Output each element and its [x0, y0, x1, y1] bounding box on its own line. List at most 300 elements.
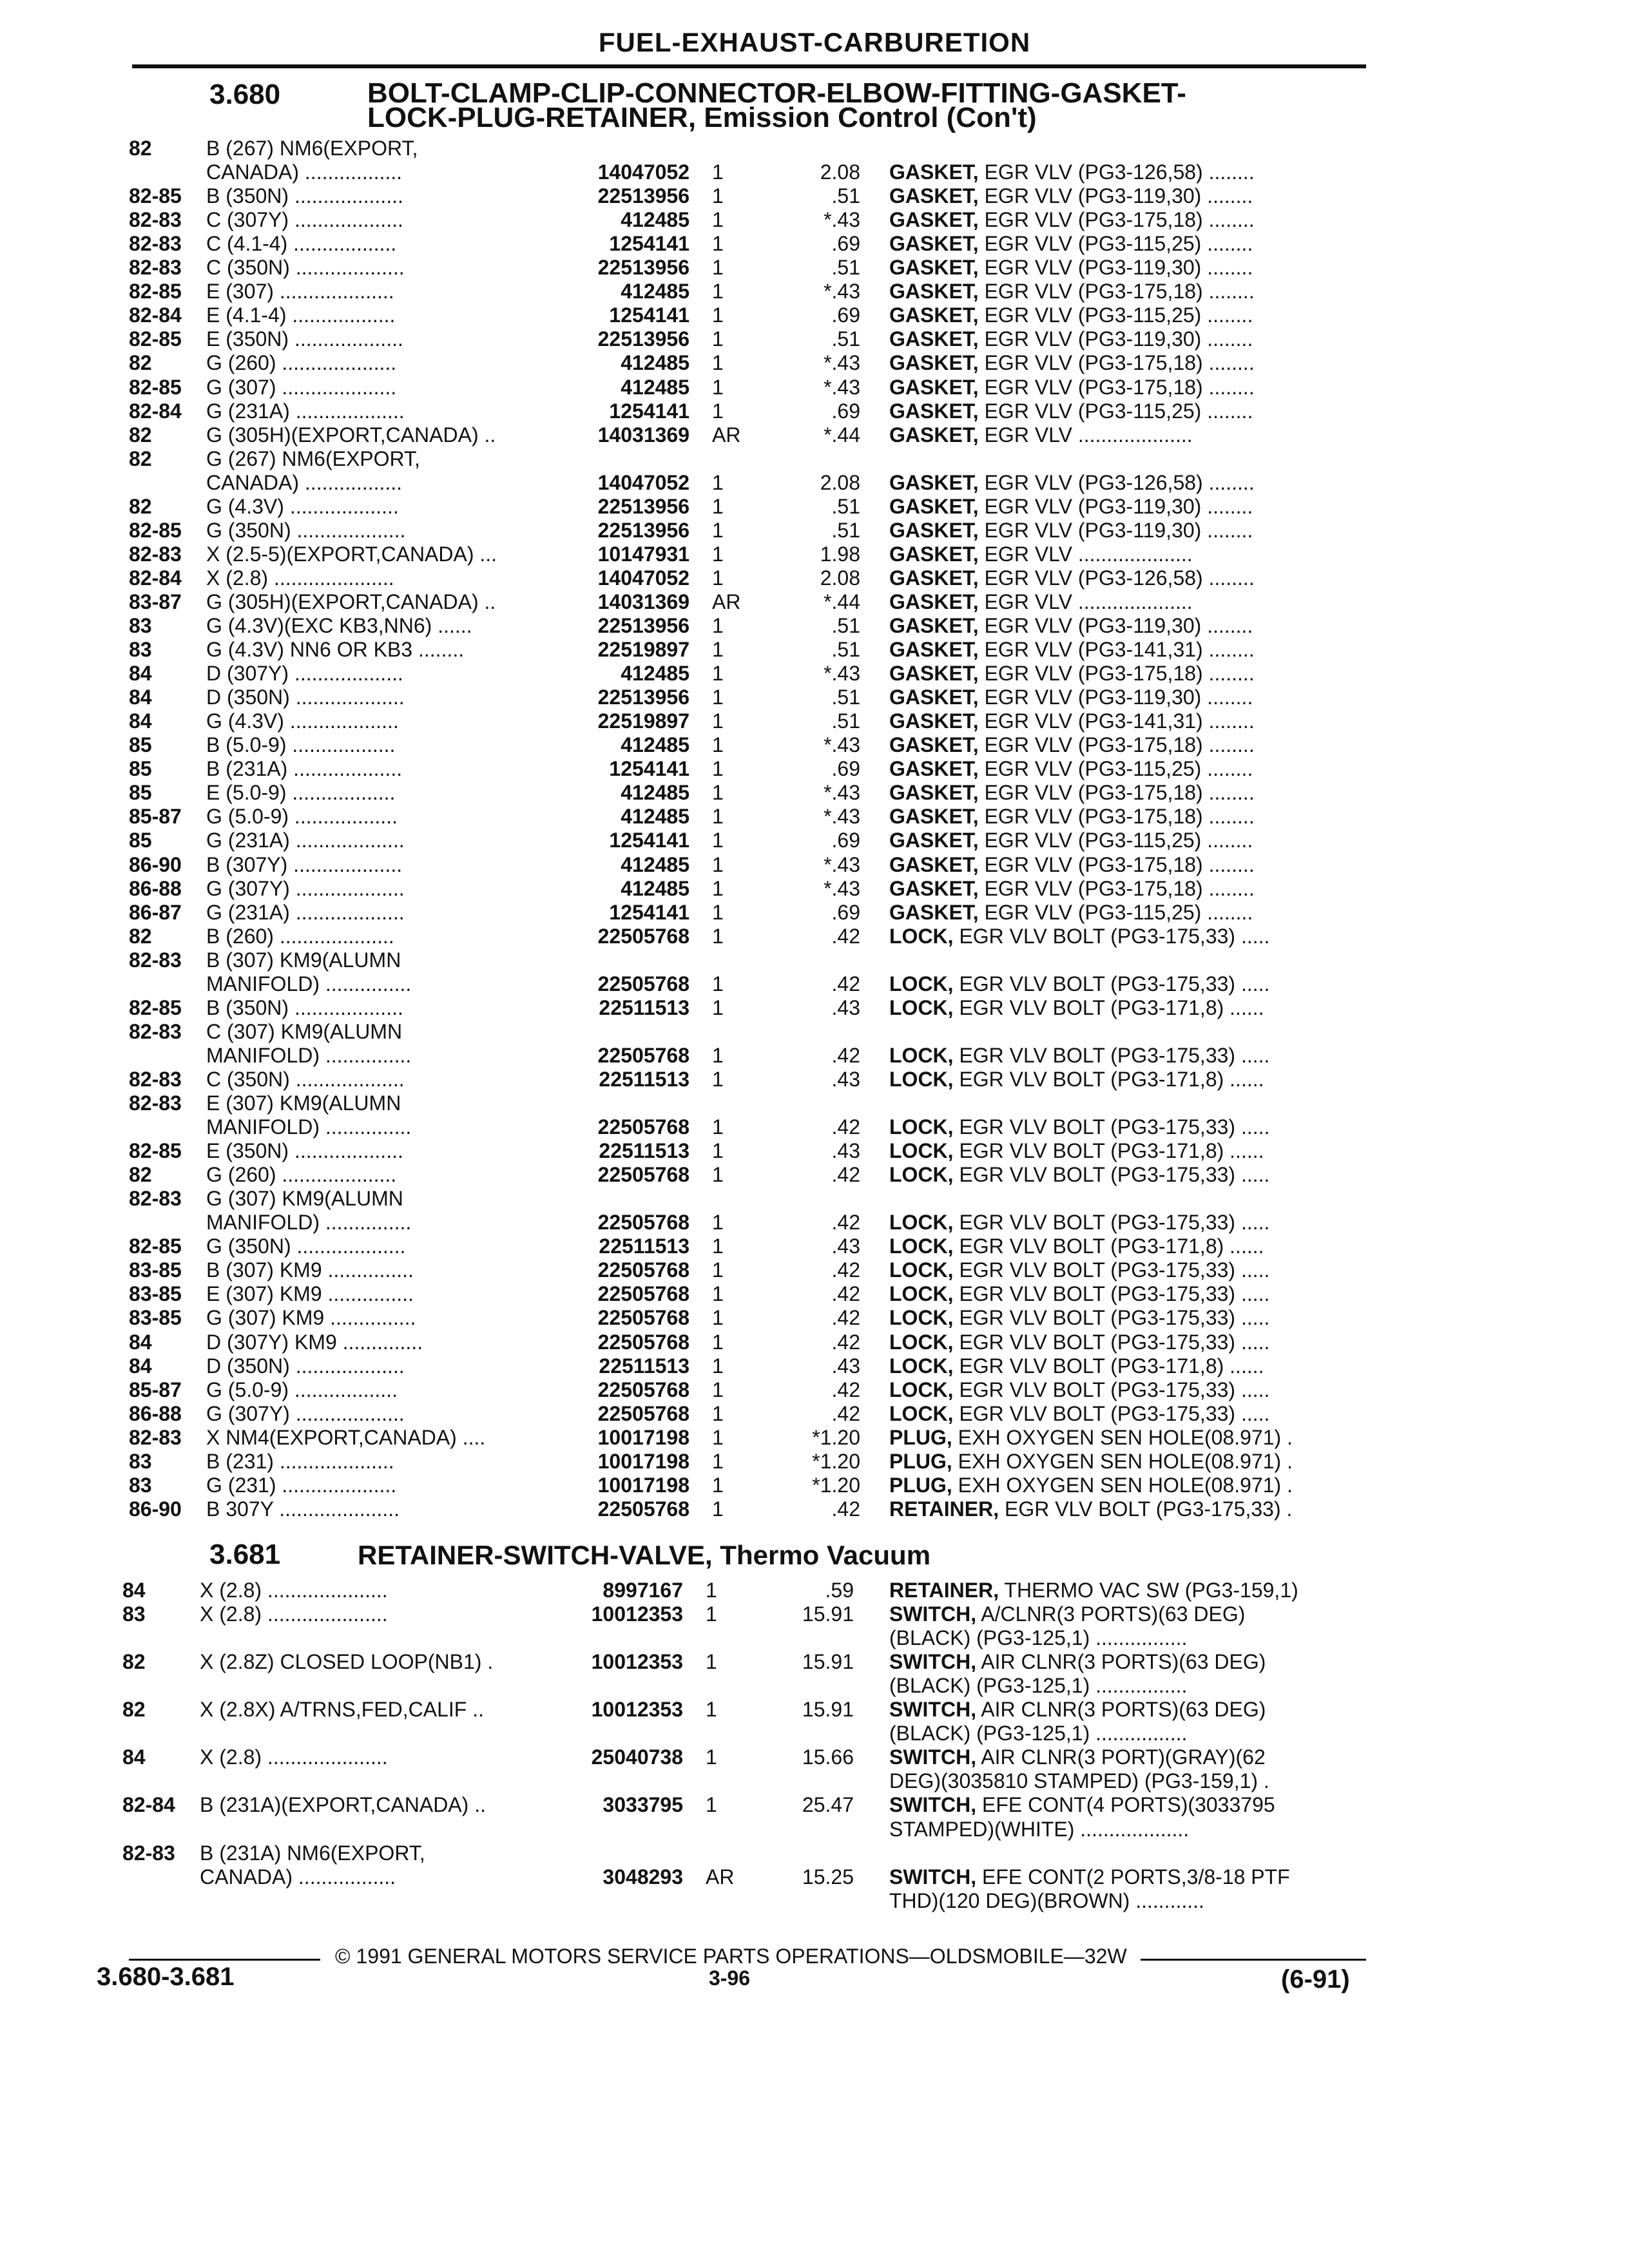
- model-code-cell: B (307) KM9(ALUMN: [206, 948, 401, 972]
- model-code-cell: E (307) ....................: [206, 280, 394, 303]
- quantity-cell: 1: [712, 160, 724, 184]
- part-number-cell: 22513956: [597, 614, 689, 637]
- table-row: [0, 1187, 1629, 1211]
- description-text: EGR VLV BOLT (PG3-175,33) .....: [953, 1330, 1270, 1354]
- part-number-cell: 412485: [621, 375, 689, 399]
- part-number-cell: 412485: [621, 662, 689, 686]
- quantity-cell: AR: [706, 1865, 735, 1888]
- table-row: [0, 1306, 1629, 1330]
- table-row: [0, 829, 1629, 852]
- quantity-cell: 1: [706, 1650, 717, 1674]
- price-cell: 15.66: [802, 1745, 854, 1769]
- table-row: [0, 1698, 1629, 1722]
- table-row: [0, 303, 1629, 327]
- part-number-cell: 22513956: [597, 256, 689, 280]
- model-code-cell: G (307) KM9 ...............: [206, 1306, 416, 1330]
- description-text: EGR VLV (PG3-115,25) ........: [978, 399, 1253, 423]
- description-label: GASKET,: [889, 470, 979, 494]
- model-code-cell: B (307Y) ...................: [206, 852, 403, 876]
- quantity-cell: 1: [712, 256, 724, 280]
- description-cell: [889, 1331, 1366, 1354]
- model-code-cell: CANADA) .................: [206, 470, 403, 494]
- part-number-cell: 14047052: [597, 160, 689, 184]
- quantity-cell: 1: [712, 1258, 724, 1282]
- price-cell: .42: [831, 972, 860, 995]
- table-row: [0, 1258, 1629, 1282]
- model-code-cell: X (2.8) .....................: [200, 1602, 388, 1626]
- table-row: [0, 1769, 1629, 1793]
- description-text: EGR VLV BOLT (PG3-171,8) ......: [953, 1067, 1264, 1091]
- quantity-cell: 1: [712, 924, 724, 948]
- year-cell: 82-83: [122, 1841, 175, 1865]
- table-row: [0, 1115, 1629, 1139]
- description-label: GASKET,: [889, 829, 979, 852]
- description-label: SWITCH,: [889, 1745, 977, 1769]
- description-cell: [889, 1450, 1366, 1474]
- description-label: LOCK,: [889, 1282, 954, 1306]
- table-row: [0, 495, 1629, 519]
- description-cell: [889, 423, 1366, 447]
- part-number-cell: 412485: [621, 781, 689, 805]
- model-code-cell: G (260) ....................: [206, 351, 397, 375]
- description-text: EGR VLV BOLT (PG3-175,33) .....: [953, 1282, 1270, 1306]
- model-code-cell: MANIFOLD) ...............: [206, 972, 412, 995]
- part-number-cell: 3033795: [602, 1793, 683, 1817]
- quantity-cell: 1: [712, 781, 724, 805]
- description-cell: [889, 495, 1366, 519]
- table-row: [0, 1602, 1629, 1626]
- part-number-cell: 412485: [621, 280, 689, 303]
- description-cell: [889, 1889, 1366, 1913]
- quantity-cell: 1: [712, 1354, 724, 1378]
- year-cell: 85: [129, 829, 152, 852]
- model-code-cell: D (350N) ...................: [206, 1354, 405, 1378]
- table-row: [0, 1044, 1629, 1068]
- year-cell: 82: [122, 1650, 146, 1674]
- year-cell: 82-83: [129, 232, 182, 256]
- description-cell: [889, 805, 1366, 829]
- table-row: [0, 1139, 1629, 1163]
- table-row: [0, 543, 1629, 566]
- quantity-cell: 1: [712, 351, 724, 375]
- year-cell: 82-85: [129, 1139, 182, 1163]
- description-text: EGR VLV (PG3-141,31) ........: [978, 709, 1255, 733]
- model-code-cell: B (231) ....................: [206, 1449, 394, 1473]
- quantity-cell: 1: [712, 876, 724, 900]
- part-number-cell: 22505768: [597, 924, 689, 948]
- description-label: GASKET,: [889, 423, 979, 447]
- table-row: [0, 757, 1629, 781]
- footer-date: (6-91): [1281, 1965, 1350, 1994]
- table-row: [0, 853, 1629, 877]
- part-number-cell: 412485: [621, 805, 689, 829]
- table-row: [0, 1793, 1629, 1817]
- description-cell: [889, 1402, 1366, 1426]
- price-cell: .43: [831, 1139, 860, 1163]
- part-number-cell: 10012353: [591, 1698, 683, 1722]
- price-cell: *.43: [824, 351, 860, 375]
- price-cell: .42: [831, 1378, 860, 1401]
- table-row: [0, 996, 1629, 1020]
- year-cell: 85: [129, 781, 152, 805]
- model-code-cell: X (2.8X) A/TRNS,FED,CALIF ..: [200, 1698, 484, 1722]
- model-code-cell: G (260) ....................: [206, 1163, 397, 1187]
- table-row: [0, 1745, 1629, 1769]
- part-number-cell: 10017198: [597, 1473, 689, 1497]
- part-number-cell: 22505768: [597, 1043, 689, 1067]
- year-cell: 85: [129, 733, 152, 757]
- description-text: EGR VLV BOLT (PG3-175,33) .....: [953, 1401, 1270, 1425]
- price-cell: .69: [831, 232, 860, 256]
- description-cell: [889, 1650, 1366, 1674]
- description-cell: [889, 1474, 1366, 1497]
- description-text: EGR VLV BOLT (PG3-171,8) ......: [953, 1139, 1264, 1163]
- price-cell: .42: [831, 1330, 860, 1354]
- part-number-cell: 22505768: [597, 1330, 689, 1354]
- description-cell: [889, 829, 1366, 852]
- year-cell: 82-85: [129, 375, 182, 399]
- part-number-cell: 22505768: [597, 1211, 689, 1235]
- quantity-cell: 1: [712, 280, 724, 303]
- price-cell: .43: [831, 1354, 860, 1378]
- part-number-cell: 22511513: [599, 1139, 689, 1163]
- model-code-cell: D (350N) ...................: [206, 686, 405, 709]
- footer-rule-right: [1141, 1959, 1366, 1961]
- description-cell: [889, 256, 1366, 280]
- model-code-cell: G (305H)(EXPORT,CANADA) ..: [206, 423, 496, 447]
- table-row: [0, 1331, 1629, 1354]
- part-number-cell: 22505768: [597, 1306, 689, 1330]
- quantity-cell: 1: [712, 1378, 724, 1401]
- part-number-cell: 22519897: [597, 638, 689, 662]
- description-text: EGR VLV BOLT (PG3-175,33) .....: [953, 1306, 1270, 1330]
- description-text: EGR VLV (PG3-115,25) ........: [978, 757, 1253, 781]
- year-cell: 83-85: [129, 1258, 182, 1282]
- price-cell: 15.25: [802, 1865, 854, 1888]
- year-cell: 82-85: [129, 995, 182, 1019]
- quantity-cell: AR: [712, 423, 741, 447]
- description-text: EGR VLV BOLT (PG3-171,8) ......: [953, 1354, 1264, 1378]
- price-cell: *.43: [824, 733, 860, 757]
- price-cell: *.43: [824, 208, 860, 232]
- page-title: FUEL-EXHAUST-CARBURETION: [598, 27, 1031, 57]
- year-cell: 86-90: [129, 852, 182, 876]
- table-row: [0, 1889, 1629, 1913]
- table-row: [0, 1650, 1629, 1674]
- description-label: GASKET,: [889, 160, 979, 184]
- table-row: [0, 901, 1629, 925]
- description-text: EGR VLV (PG3-126,58) ........: [978, 160, 1255, 184]
- price-cell: .42: [831, 1211, 860, 1235]
- quantity-cell: 1: [712, 852, 724, 876]
- year-cell: 82-85: [129, 1235, 182, 1258]
- table-row: [0, 471, 1629, 495]
- model-code-cell: B (231A) ...................: [206, 757, 403, 781]
- price-cell: .69: [831, 829, 860, 852]
- model-code-cell: B (231A)(EXPORT,CANADA) ..: [200, 1793, 486, 1817]
- price-cell: .51: [831, 184, 860, 208]
- quantity-cell: 1: [712, 1043, 724, 1067]
- description-text: DEG)(3035810 STAMPED) (PG3-159,1) .: [889, 1769, 1269, 1793]
- part-number-cell: 22513956: [597, 686, 689, 709]
- price-cell: .42: [831, 924, 860, 948]
- price-cell: .69: [831, 757, 860, 781]
- part-number-cell: 22513956: [597, 327, 689, 351]
- description-cell: [889, 471, 1366, 495]
- table-row: [0, 1426, 1629, 1450]
- model-code-cell: G (4.3V)(EXC KB3,NN6) ......: [206, 614, 472, 637]
- description-text: EGR VLV (PG3-126,58) ........: [978, 566, 1255, 590]
- description-label: GASKET,: [889, 900, 979, 924]
- model-code-cell: C (307Y) ...................: [206, 208, 403, 232]
- description-text: EGR VLV (PG3-115,25) ........: [978, 232, 1253, 256]
- table-row: [0, 1497, 1629, 1521]
- quantity-cell: 1: [712, 542, 724, 566]
- model-code-cell: C (307) KM9(ALUMN: [206, 1019, 403, 1043]
- description-text: EGR VLV BOLT (PG3-175,33) .....: [953, 1115, 1270, 1139]
- description-label: GASKET,: [889, 375, 979, 399]
- description-text: EGR VLV (PG3-175,18) ........: [978, 351, 1255, 375]
- description-text: EGR VLV BOLT (PG3-175,33) .: [999, 1497, 1293, 1521]
- description-text: EFE CONT(2 PORTS,3/8-18 PTF: [976, 1865, 1290, 1888]
- part-number-cell: 14047052: [597, 566, 689, 590]
- part-number-cell: 22505768: [597, 972, 689, 995]
- description-cell: [889, 208, 1366, 232]
- description-label: LOCK,: [889, 972, 954, 995]
- part-number-cell: 22519897: [597, 709, 689, 733]
- price-cell: .42: [831, 1282, 860, 1306]
- description-cell: [889, 399, 1366, 423]
- part-number-cell: 22505768: [597, 1115, 689, 1139]
- price-cell: .69: [831, 399, 860, 423]
- table-row: [0, 327, 1629, 351]
- year-cell: 84: [129, 686, 152, 709]
- quantity-cell: 1: [712, 1115, 724, 1139]
- description-label: GASKET,: [889, 614, 979, 637]
- table-row: [0, 781, 1629, 805]
- price-cell: .42: [831, 1163, 860, 1187]
- description-cell: [889, 1258, 1366, 1282]
- description-text: STAMPED)(WHITE) ...................: [889, 1817, 1190, 1841]
- description-cell: [889, 1378, 1366, 1402]
- table-row: [0, 662, 1629, 686]
- description-text: EGR VLV (PG3-175,18) ........: [978, 733, 1255, 757]
- price-cell: 15.91: [802, 1698, 854, 1722]
- part-number-cell: 22511513: [599, 1067, 689, 1091]
- description-cell: [889, 1163, 1366, 1187]
- table-row: [0, 1091, 1629, 1115]
- table-row: [0, 1626, 1629, 1650]
- year-cell: 82-85: [129, 280, 182, 303]
- description-cell: [889, 1235, 1366, 1258]
- table-row: [0, 948, 1629, 972]
- part-number-cell: 22505768: [597, 1378, 689, 1401]
- part-number-cell: 1254141: [609, 829, 689, 852]
- description-text: EGR VLV ....................: [978, 423, 1193, 447]
- description-text: EGR VLV (PG3-175,18) ........: [978, 662, 1255, 686]
- description-cell: [889, 757, 1366, 781]
- year-cell: 84: [129, 1330, 152, 1354]
- price-cell: *.43: [824, 805, 860, 829]
- description-label: GASKET,: [889, 590, 979, 613]
- part-number-cell: 22505768: [597, 1282, 689, 1306]
- part-number-cell: 10147931: [597, 542, 689, 566]
- model-code-cell: C (4.1-4) ..................: [206, 232, 397, 256]
- description-cell: [889, 543, 1366, 566]
- description-cell: [889, 1497, 1366, 1521]
- quantity-cell: 1: [706, 1579, 717, 1602]
- price-cell: *.43: [824, 662, 860, 686]
- section-title-2: RETAINER-SWITCH-VALVE, Thermo Vacuum: [358, 1540, 931, 1570]
- description-cell: [889, 590, 1366, 614]
- table-row: [0, 1211, 1629, 1235]
- description-label: GASKET,: [889, 351, 979, 375]
- description-text: EXH OXYGEN SEN HOLE(08.971) .: [952, 1449, 1293, 1473]
- description-cell: [889, 925, 1366, 948]
- description-text: AIR CLNR(3 PORTS)(63 DEG): [976, 1698, 1266, 1722]
- year-cell: 85-87: [129, 805, 182, 829]
- part-number-cell: 8997167: [602, 1579, 683, 1602]
- description-text: EGR VLV (PG3-175,18) ........: [978, 280, 1255, 303]
- description-cell: [889, 303, 1366, 327]
- description-text: EXH OXYGEN SEN HOLE(08.971) .: [952, 1425, 1293, 1449]
- quantity-cell: 1: [712, 829, 724, 852]
- quantity-cell: 1: [712, 470, 724, 494]
- description-label: GASKET,: [889, 709, 979, 733]
- part-number-cell: 412485: [621, 876, 689, 900]
- quantity-cell: 1: [712, 686, 724, 709]
- year-cell: 82-84: [129, 303, 182, 327]
- description-cell: [889, 1674, 1366, 1698]
- description-cell: [889, 1282, 1366, 1306]
- model-code-cell: G (5.0-9) ..................: [206, 1378, 398, 1401]
- description-label: LOCK,: [889, 1043, 954, 1067]
- model-code-cell: X (2.8) .....................: [200, 1745, 388, 1769]
- year-cell: 83-85: [129, 1282, 182, 1306]
- description-cell: [889, 1769, 1366, 1793]
- model-code-cell: G (4.3V) ...................: [206, 709, 399, 733]
- table-row: [0, 1402, 1629, 1426]
- price-cell: .59: [825, 1579, 854, 1602]
- year-cell: 85: [129, 757, 152, 781]
- description-label: SWITCH,: [889, 1865, 977, 1888]
- model-code-cell: G (4.3V) NN6 OR KB3 ........: [206, 638, 465, 662]
- price-cell: *.44: [824, 423, 860, 447]
- table-row: [0, 1841, 1629, 1865]
- part-number-cell: 22505768: [597, 1163, 689, 1187]
- description-cell: [889, 327, 1366, 351]
- description-text: EGR VLV BOLT (PG3-175,33) .....: [953, 1211, 1270, 1235]
- top-rule: [132, 64, 1366, 68]
- table-row: [0, 137, 1629, 160]
- quantity-cell: 1: [712, 303, 724, 327]
- year-cell: 82-83: [129, 1091, 182, 1115]
- model-code-cell: G (231A) ...................: [206, 399, 405, 423]
- footer-rule-left: [129, 1959, 320, 1961]
- description-cell: [889, 972, 1366, 996]
- description-label: GASKET,: [889, 518, 979, 542]
- model-code-cell: E (307) KM9(ALUMN: [206, 1091, 401, 1115]
- description-cell: [889, 614, 1366, 638]
- part-number-cell: 25040738: [591, 1745, 683, 1769]
- year-cell: 82: [129, 351, 152, 375]
- quantity-cell: 1: [712, 1497, 724, 1521]
- price-cell: *1.20: [812, 1425, 860, 1449]
- price-cell: 25.47: [802, 1793, 854, 1817]
- description-text: EGR VLV (PG3-175,18) ........: [978, 876, 1255, 900]
- description-cell: [889, 877, 1366, 901]
- quantity-cell: 1: [712, 184, 724, 208]
- description-text: EGR VLV BOLT (PG3-171,8) ......: [953, 1235, 1264, 1258]
- table-row: [0, 925, 1629, 948]
- model-code-cell: X (2.8) .....................: [206, 566, 394, 590]
- part-number-cell: 1254141: [609, 757, 689, 781]
- year-cell: 84: [129, 709, 152, 733]
- description-text: EGR VLV BOLT (PG3-175,33) .....: [953, 1043, 1270, 1067]
- description-label: LOCK,: [889, 1139, 954, 1163]
- description-label: LOCK,: [889, 995, 954, 1019]
- price-cell: *.43: [824, 876, 860, 900]
- description-label: GASKET,: [889, 876, 979, 900]
- description-label: GASKET,: [889, 256, 979, 280]
- model-code-cell: G (350N) ...................: [206, 518, 406, 542]
- year-cell: 82: [129, 447, 152, 470]
- description-cell: [889, 1626, 1366, 1650]
- description-cell: [889, 376, 1366, 399]
- description-text: EGR VLV (PG3-175,18) ........: [978, 805, 1255, 829]
- year-cell: 83: [129, 614, 152, 637]
- year-cell: 82-83: [129, 1425, 182, 1449]
- year-cell: 82-83: [129, 1019, 182, 1043]
- description-text: EGR VLV BOLT (PG3-175,33) .....: [953, 972, 1270, 995]
- table-row: [0, 1722, 1629, 1745]
- price-cell: 15.91: [802, 1602, 854, 1626]
- description-text: EXH OXYGEN SEN HOLE(08.971) .: [952, 1473, 1293, 1497]
- table-row: [0, 447, 1629, 471]
- year-cell: 83-87: [129, 590, 182, 613]
- model-code-cell: G (231A) ...................: [206, 900, 405, 924]
- description-label: GASKET,: [889, 184, 979, 208]
- model-code-cell: MANIFOLD) ...............: [206, 1211, 412, 1235]
- quantity-cell: 1: [712, 399, 724, 423]
- part-number-cell: 14031369: [597, 423, 689, 447]
- price-cell: .43: [831, 1235, 860, 1258]
- description-cell: [889, 1722, 1366, 1745]
- year-cell: 84: [122, 1579, 146, 1602]
- model-code-cell: X NM4(EXPORT,CANADA) ....: [206, 1425, 486, 1449]
- table-row: [0, 590, 1629, 614]
- description-text: THERMO VAC SW (PG3-159,1): [999, 1579, 1298, 1602]
- model-code-cell: C (350N) ...................: [206, 256, 405, 280]
- description-label: PLUG,: [889, 1473, 952, 1497]
- description-text: (BLACK) (PG3-125,1) ................: [889, 1674, 1188, 1698]
- quantity-cell: 1: [712, 518, 724, 542]
- description-text: EGR VLV ....................: [978, 542, 1193, 566]
- price-cell: .42: [831, 1115, 860, 1139]
- part-number-cell: 10012353: [591, 1602, 683, 1626]
- model-code-cell: E (307) KM9 ...............: [206, 1282, 414, 1306]
- description-text: EGR VLV (PG3-115,25) ........: [978, 900, 1253, 924]
- year-cell: 82: [129, 924, 152, 948]
- price-cell: .42: [831, 1258, 860, 1282]
- price-cell: .51: [831, 638, 860, 662]
- description-cell: [889, 351, 1366, 375]
- description-cell: [889, 566, 1366, 590]
- year-cell: 82-85: [129, 327, 182, 351]
- description-cell: [889, 519, 1366, 543]
- description-cell: [889, 184, 1366, 208]
- description-cell: [889, 1818, 1366, 1841]
